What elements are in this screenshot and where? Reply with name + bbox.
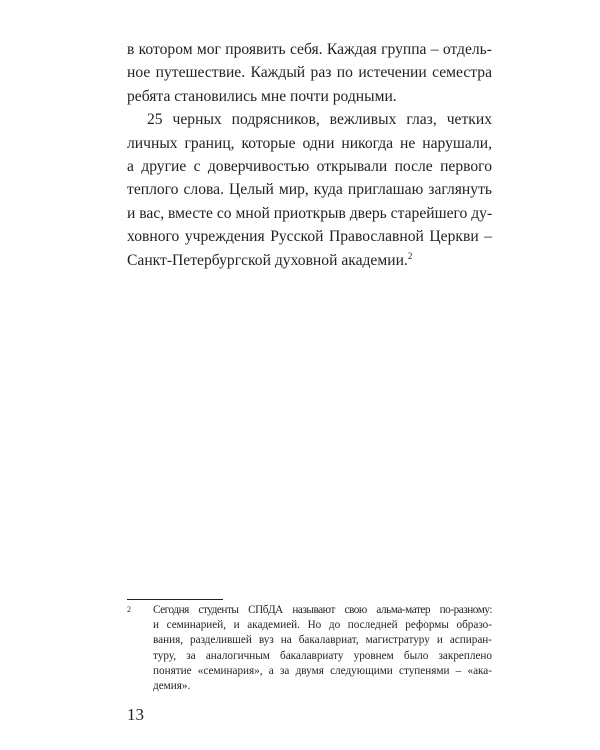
text-line: личных границ, которые одни никогда не нарушали, bbox=[127, 134, 492, 152]
footnote-line: вания, разделившей вуз на бакалавриат, магистратуру и аспиран- bbox=[153, 634, 492, 647]
footnote-line: понятие «семинария», а за двумя следующими ступенями – «ака- bbox=[153, 664, 492, 677]
footnote bbox=[127, 603, 492, 694]
text-line: 25 черных подрясников, вежливых глаз, четких bbox=[147, 111, 492, 129]
footnote-body bbox=[153, 603, 492, 694]
footnote-line: Сегодня студенты СПбДА называют свою альма-матер по-разному: bbox=[153, 604, 492, 616]
text-line: ное путешествие. Каждый раз по истечении семестра bbox=[127, 64, 492, 82]
footnote-line: туру, за аналогичным бакалавриату уровнем было закреплено bbox=[153, 649, 492, 662]
text-line: Санкт-Петербургской духовной академии. bbox=[127, 251, 408, 269]
text-line: в котором мог проявить себя. Каждая группа – отдель- bbox=[127, 41, 492, 58]
footnote-line: и семинарией, и академией. Но до последней реформы образо- bbox=[153, 619, 492, 632]
text-line: ребята становились мне почти родными. bbox=[127, 87, 397, 105]
footnote-divider bbox=[127, 599, 223, 600]
main-text bbox=[127, 38, 492, 272]
footnote-reference[interactable]: 2 bbox=[407, 250, 413, 261]
page-number: 13 bbox=[127, 705, 144, 724]
text-line: и вас, вместе со мной приоткрыв дверь старейшего ду- bbox=[127, 204, 493, 222]
footnote-line: демия». bbox=[153, 680, 191, 693]
text-line: теплого слова. Целый мир, куда приглашаю заглянуть bbox=[127, 181, 492, 199]
footnote-number: 2 bbox=[127, 605, 131, 614]
text-line: ховного учреждения Русской Православной Церкви – bbox=[127, 228, 492, 246]
text-line-with-footnote-ref bbox=[127, 249, 492, 272]
text-line: а другие с доверчивостью открывали после первого bbox=[127, 158, 492, 176]
